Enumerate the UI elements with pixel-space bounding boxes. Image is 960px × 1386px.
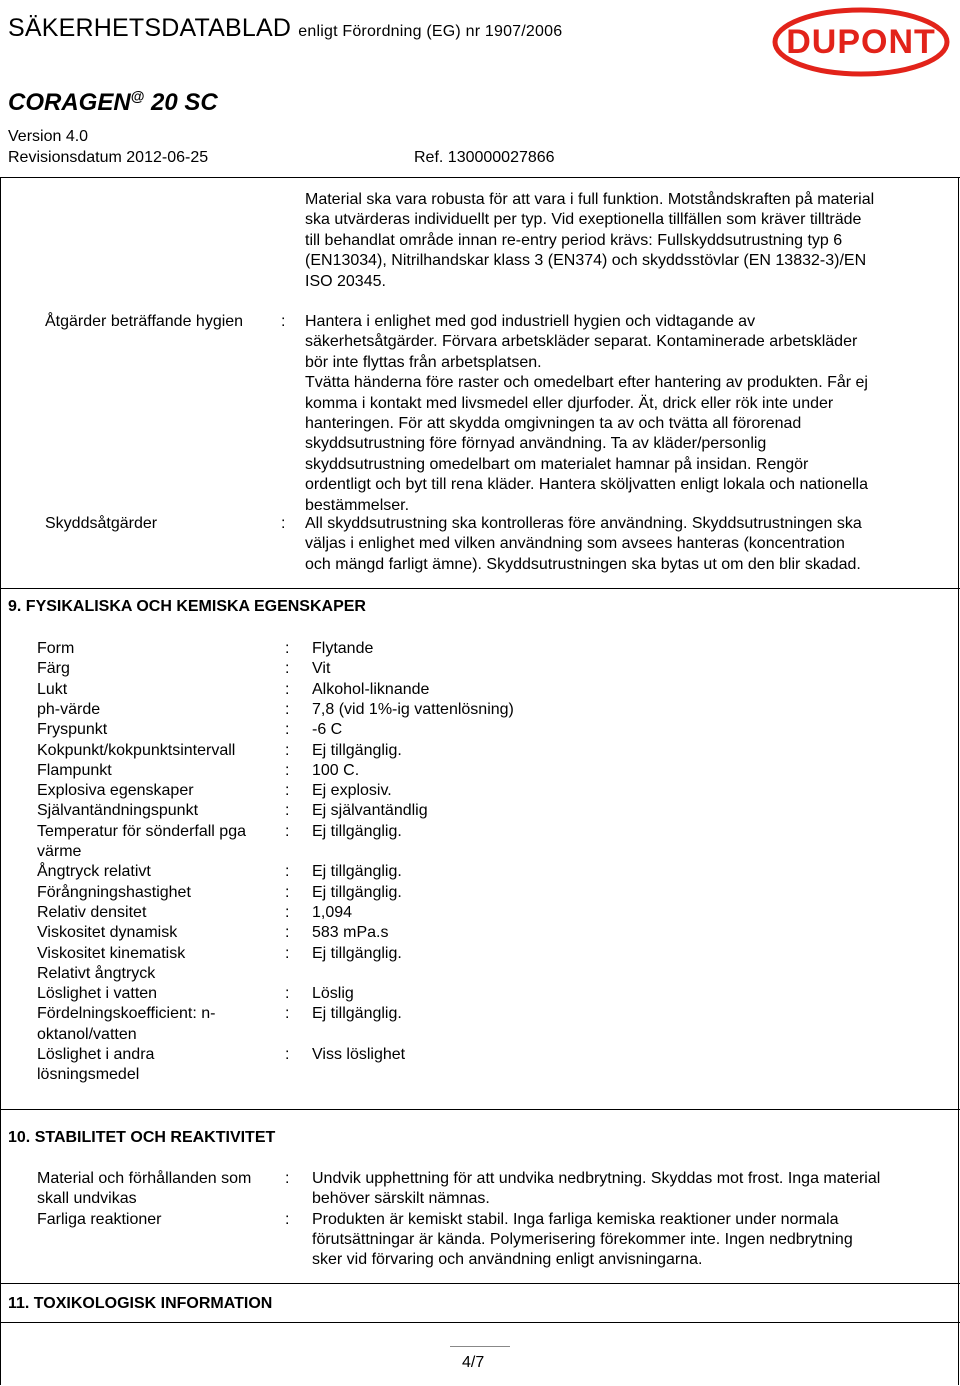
- property-label: Temperatur för sönderfall pga värme: [37, 822, 246, 860]
- property-value: -6 C: [312, 721, 343, 739]
- colon: :: [285, 741, 290, 759]
- section-rule: [0, 1322, 960, 1323]
- colon: :: [285, 782, 290, 800]
- colon: :: [281, 313, 286, 330]
- colon: :: [285, 700, 290, 718]
- property-label: Relativt ångtryck: [37, 964, 156, 982]
- property-label: Material och förhållanden som skall undvikas: [37, 1170, 252, 1208]
- colon: :: [285, 721, 290, 739]
- colon: :: [285, 761, 290, 779]
- colon: :: [285, 985, 290, 1003]
- section8-continued: Material ska vara robusta för att vara i full funktion. Motståndskraften på material ska utvärderas individuellt per typ. Vid exeptionella tillfällen som kräver tillträde till behandlat område innan re-entry period krävs: Fullskyddsutrustning typ 6 (EN13034), Nitrilhandskar klass 3 (EN374) och skyddsstövlar (EN 13832-3)/EN ISO 20345.: [305, 191, 875, 290]
- property-value: Löslig: [312, 985, 354, 1003]
- property-label: Färg: [37, 660, 70, 678]
- colon: :: [285, 660, 290, 678]
- product-name: CORAGEN@ 20 SC: [8, 88, 218, 116]
- colon: :: [285, 924, 290, 942]
- section11-title: 11. TOXIKOLOGISK INFORMATION: [8, 1295, 273, 1312]
- page-number: 4/7: [462, 1354, 485, 1371]
- property-value: Undvik upphettning för att undvika nedbrytning. Skyddas mot frost. Inga material behöver särskilt nämnas.: [312, 1170, 881, 1208]
- property-value: 1,094: [312, 903, 353, 921]
- hygiene-label: Åtgärder beträffande hygien: [45, 313, 244, 330]
- property-label: Löslighet i vatten: [37, 985, 158, 1003]
- property-label: Lukt: [37, 680, 68, 698]
- property-label: Relativ densitet: [37, 903, 147, 921]
- dupont-logo: [770, 6, 952, 78]
- section10-title: 10. STABILITET OCH REAKTIVITET: [8, 1129, 276, 1146]
- colon: :: [285, 883, 290, 901]
- colon: :: [285, 944, 290, 962]
- property-value: Ej tillgänglig.: [312, 822, 402, 840]
- property-value: 7,8 (vid 1%-ig vattenlösning): [312, 700, 514, 718]
- section-rule: [0, 1283, 960, 1284]
- property-label: Flampunkt: [37, 761, 112, 779]
- property-label: Viskositet dynamisk: [37, 924, 178, 942]
- colon: :: [285, 1046, 290, 1063]
- left-border: [0, 178, 1, 1385]
- property-label: Förångningshastighet: [37, 883, 191, 901]
- property-value: Ej tillgänglig.: [312, 944, 402, 962]
- property-label: Löslighet i andra lösningsmedel: [37, 1046, 155, 1084]
- protect-label: Skyddsåtgärder: [45, 515, 158, 532]
- property-label: Explosiva egenskaper: [37, 782, 194, 800]
- document-title: [8, 14, 562, 43]
- hygiene-text: Hantera i enlighet med god industriell hygien och vidtagande av säkerhetsåtgärder. Förvara arbetskläder separat. Kontaminerade arbetskläder bör inte flyttas från arbetsplatsen. Tvätta händerna före raster och omedelbart efter hantering av produkten. Får ej komma i kontakt med livsmedel eller djurfoder. Ät, drick eller rök inte under hanteringen. För att skydda omgivningen ta av och tvätta all förorenad skyddsutrustning före förnyad användning. Ta av kläder/personlig skyddsutrustning omedelbart om materialet hamnar på insidan. Rengör ordentligt och byt till rena kläder. Hantera sköljvatten enligt lokala och nationella bestämmelser.: [305, 313, 868, 514]
- doc-title-text: SÄKERHETSDATABLAD: [8, 14, 292, 42]
- colon: :: [285, 1005, 290, 1023]
- property-label: Ångtryck relativt: [37, 863, 151, 881]
- property-value: Flytande: [312, 640, 374, 657]
- colon: :: [285, 903, 290, 921]
- property-value: 583 mPa.s: [312, 924, 389, 942]
- property-label: ph-värde: [37, 700, 101, 718]
- property-label: Fryspunkt: [37, 721, 108, 739]
- version: Version 4.0: [8, 128, 89, 145]
- property-value: Ej tillgänglig.: [312, 1005, 402, 1023]
- property-label: Kokpunkt/kokpunktsintervall: [37, 741, 236, 759]
- property-label: Form: [37, 640, 75, 657]
- property-value: Ej tillgänglig.: [312, 883, 402, 901]
- colon: :: [281, 515, 286, 532]
- property-value: Ej självantändlig: [312, 802, 428, 820]
- regulation-text: enligt Förordning (EG) nr 1907/2006: [298, 23, 563, 40]
- footer-tick: [450, 1346, 510, 1347]
- property-label: Viskositet kinematisk: [37, 944, 186, 962]
- property-value: Ej tillgänglig.: [312, 863, 402, 881]
- section-rule: [0, 588, 960, 589]
- reference-number: Ref. 130000027866: [414, 149, 555, 166]
- property-value: Viss löslighet: [312, 1046, 406, 1063]
- colon: :: [285, 863, 290, 881]
- section9-title: 9. FYSIKALISKA OCH KEMISKA EGENSKAPER: [8, 598, 366, 615]
- right-border: [958, 178, 959, 1385]
- property-value: Produkten är kemiskt stabil. Inga farliga kemiska reaktioner under normala förutsättningar är kända. Polymerisering förekommer inte. Ingen nedbrytning sker vid förvaring och användning enligt anvisningarna.: [312, 1210, 853, 1269]
- property-value: Ej tillgänglig.: [312, 741, 402, 759]
- colon: :: [285, 822, 290, 840]
- revision-date: Revisionsdatum 2012-06-25: [8, 149, 209, 166]
- colon: :: [285, 1210, 290, 1228]
- colon: :: [285, 640, 290, 657]
- property-value: Alkohol-liknande: [312, 680, 430, 698]
- colon: :: [285, 1170, 290, 1187]
- section-rule: [0, 1109, 960, 1110]
- protect-text: All skyddsutrustning ska kontrolleras före användning. Skyddsutrustningen ska väljas i enlighet med vilken användning som avsees hanteras (koncentration och mängd farligt ämne). Skyddsutrustningen ska bytas ut om den blir skadad.: [305, 515, 862, 573]
- property-label: Fördelningskoefficient: n- oktanol/vatten: [37, 1005, 216, 1043]
- colon: :: [285, 802, 290, 820]
- colon: :: [285, 680, 290, 698]
- property-label: Självantändningspunkt: [37, 802, 199, 820]
- property-value: 100 C.: [312, 761, 360, 779]
- property-value: Vit: [312, 660, 331, 678]
- property-label: Farliga reaktioner: [37, 1210, 162, 1228]
- header-rule: [0, 177, 960, 178]
- svg-text:DUPONT: DUPONT: [786, 23, 936, 61]
- property-value: Ej explosiv.: [312, 782, 392, 800]
